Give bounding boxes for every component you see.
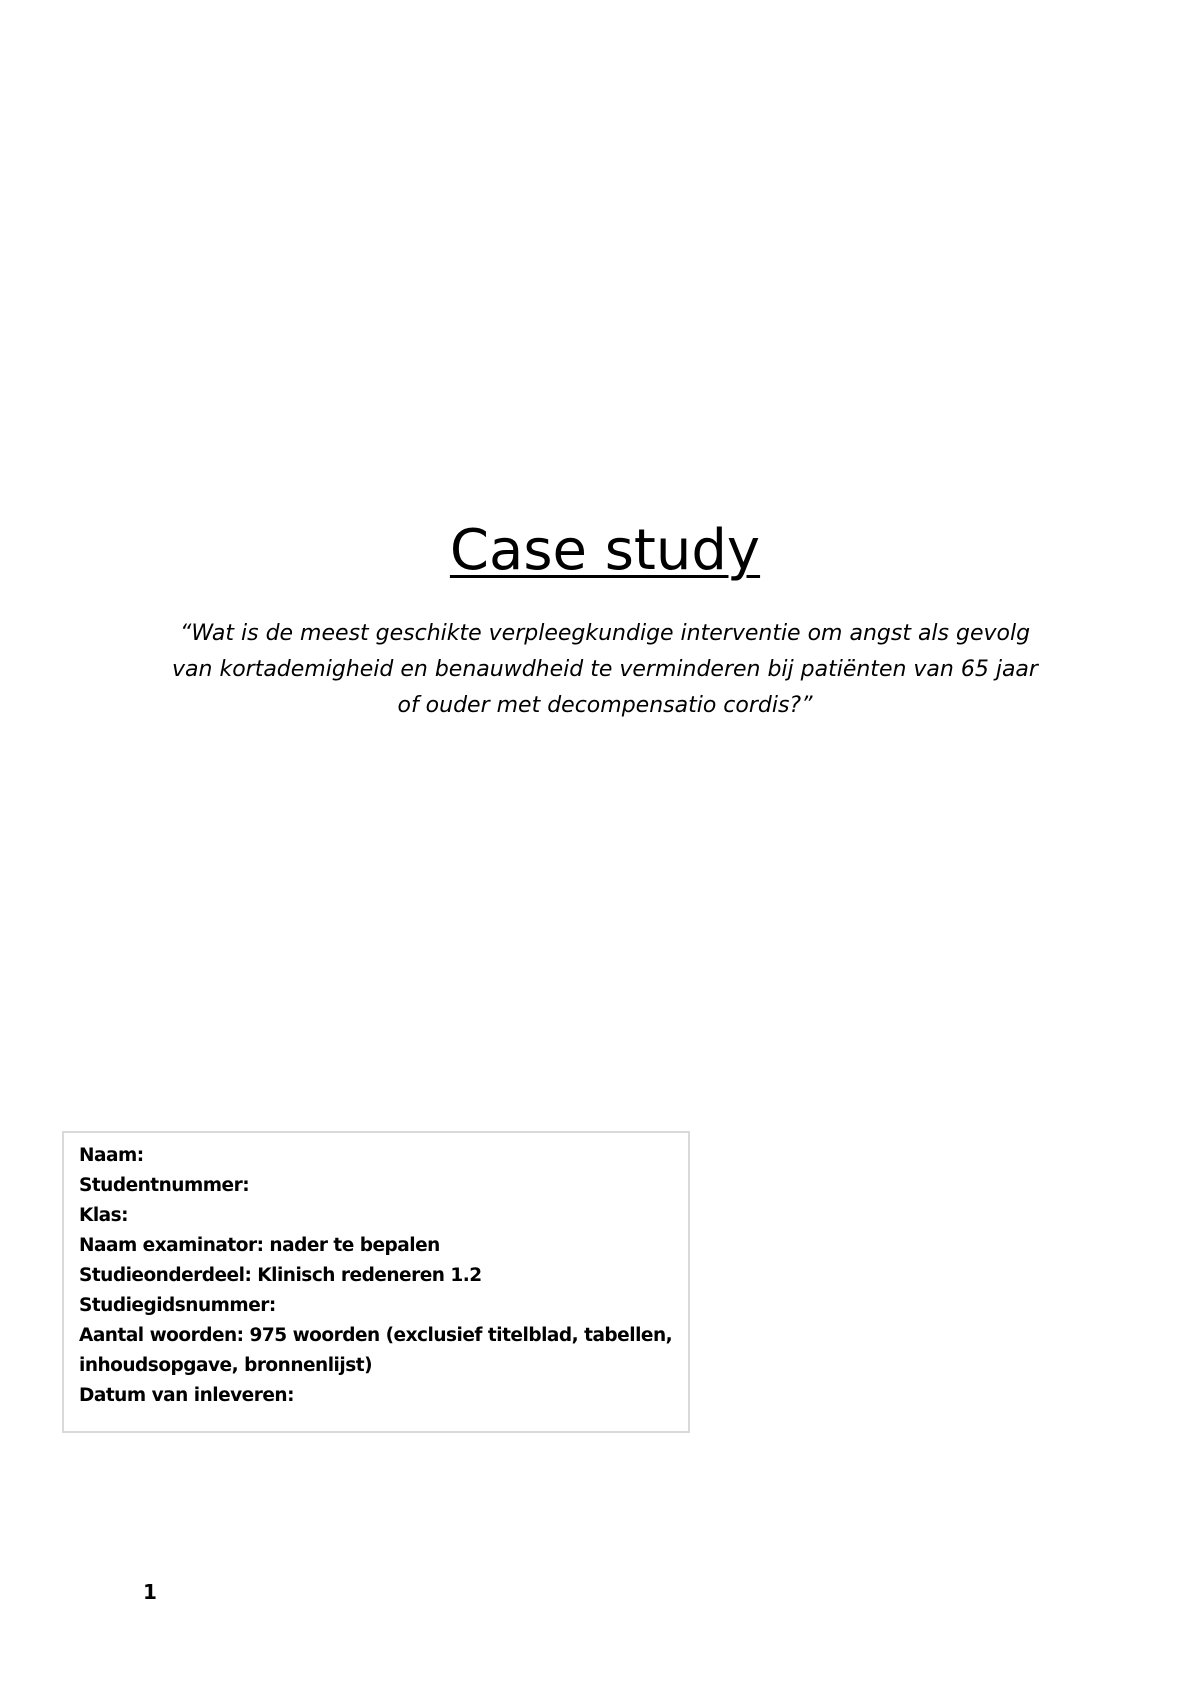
info-submission-date: Datum van inleveren:: [79, 1385, 294, 1406]
info-name: Naam:: [79, 1145, 144, 1166]
research-question-line: of ouder met decompensatio cordis?”: [397, 693, 813, 718]
info-word-count: Aantal woorden: 975 woorden (exclusief titelblad, tabellen,: [79, 1325, 673, 1346]
research-question: [150, 616, 1060, 724]
research-question-line: van kortademigheid en benauwdheid te verminderen bij patiënten van 65 jaar: [172, 657, 1038, 682]
research-question-line: “Wat is de meest geschikte verpleegkundige interventie om angst als gevolg: [179, 621, 1031, 646]
info-class: Klas:: [79, 1205, 129, 1226]
info-student-number: Studentnummer:: [79, 1175, 250, 1196]
info-course-unit: Studieonderdeel: Klinisch redeneren 1.2: [79, 1265, 482, 1286]
info-word-count-continued: inhoudsopgave, bronnenlijst): [79, 1355, 373, 1376]
info-study-guide-number: Studiegidsnummer:: [79, 1295, 276, 1316]
info-examiner: Naam examinator: nader te bepalen: [79, 1235, 440, 1256]
student-info-box: [62, 1131, 690, 1433]
page-number: 1: [143, 1580, 157, 1604]
page-title: Case study: [449, 518, 761, 583]
